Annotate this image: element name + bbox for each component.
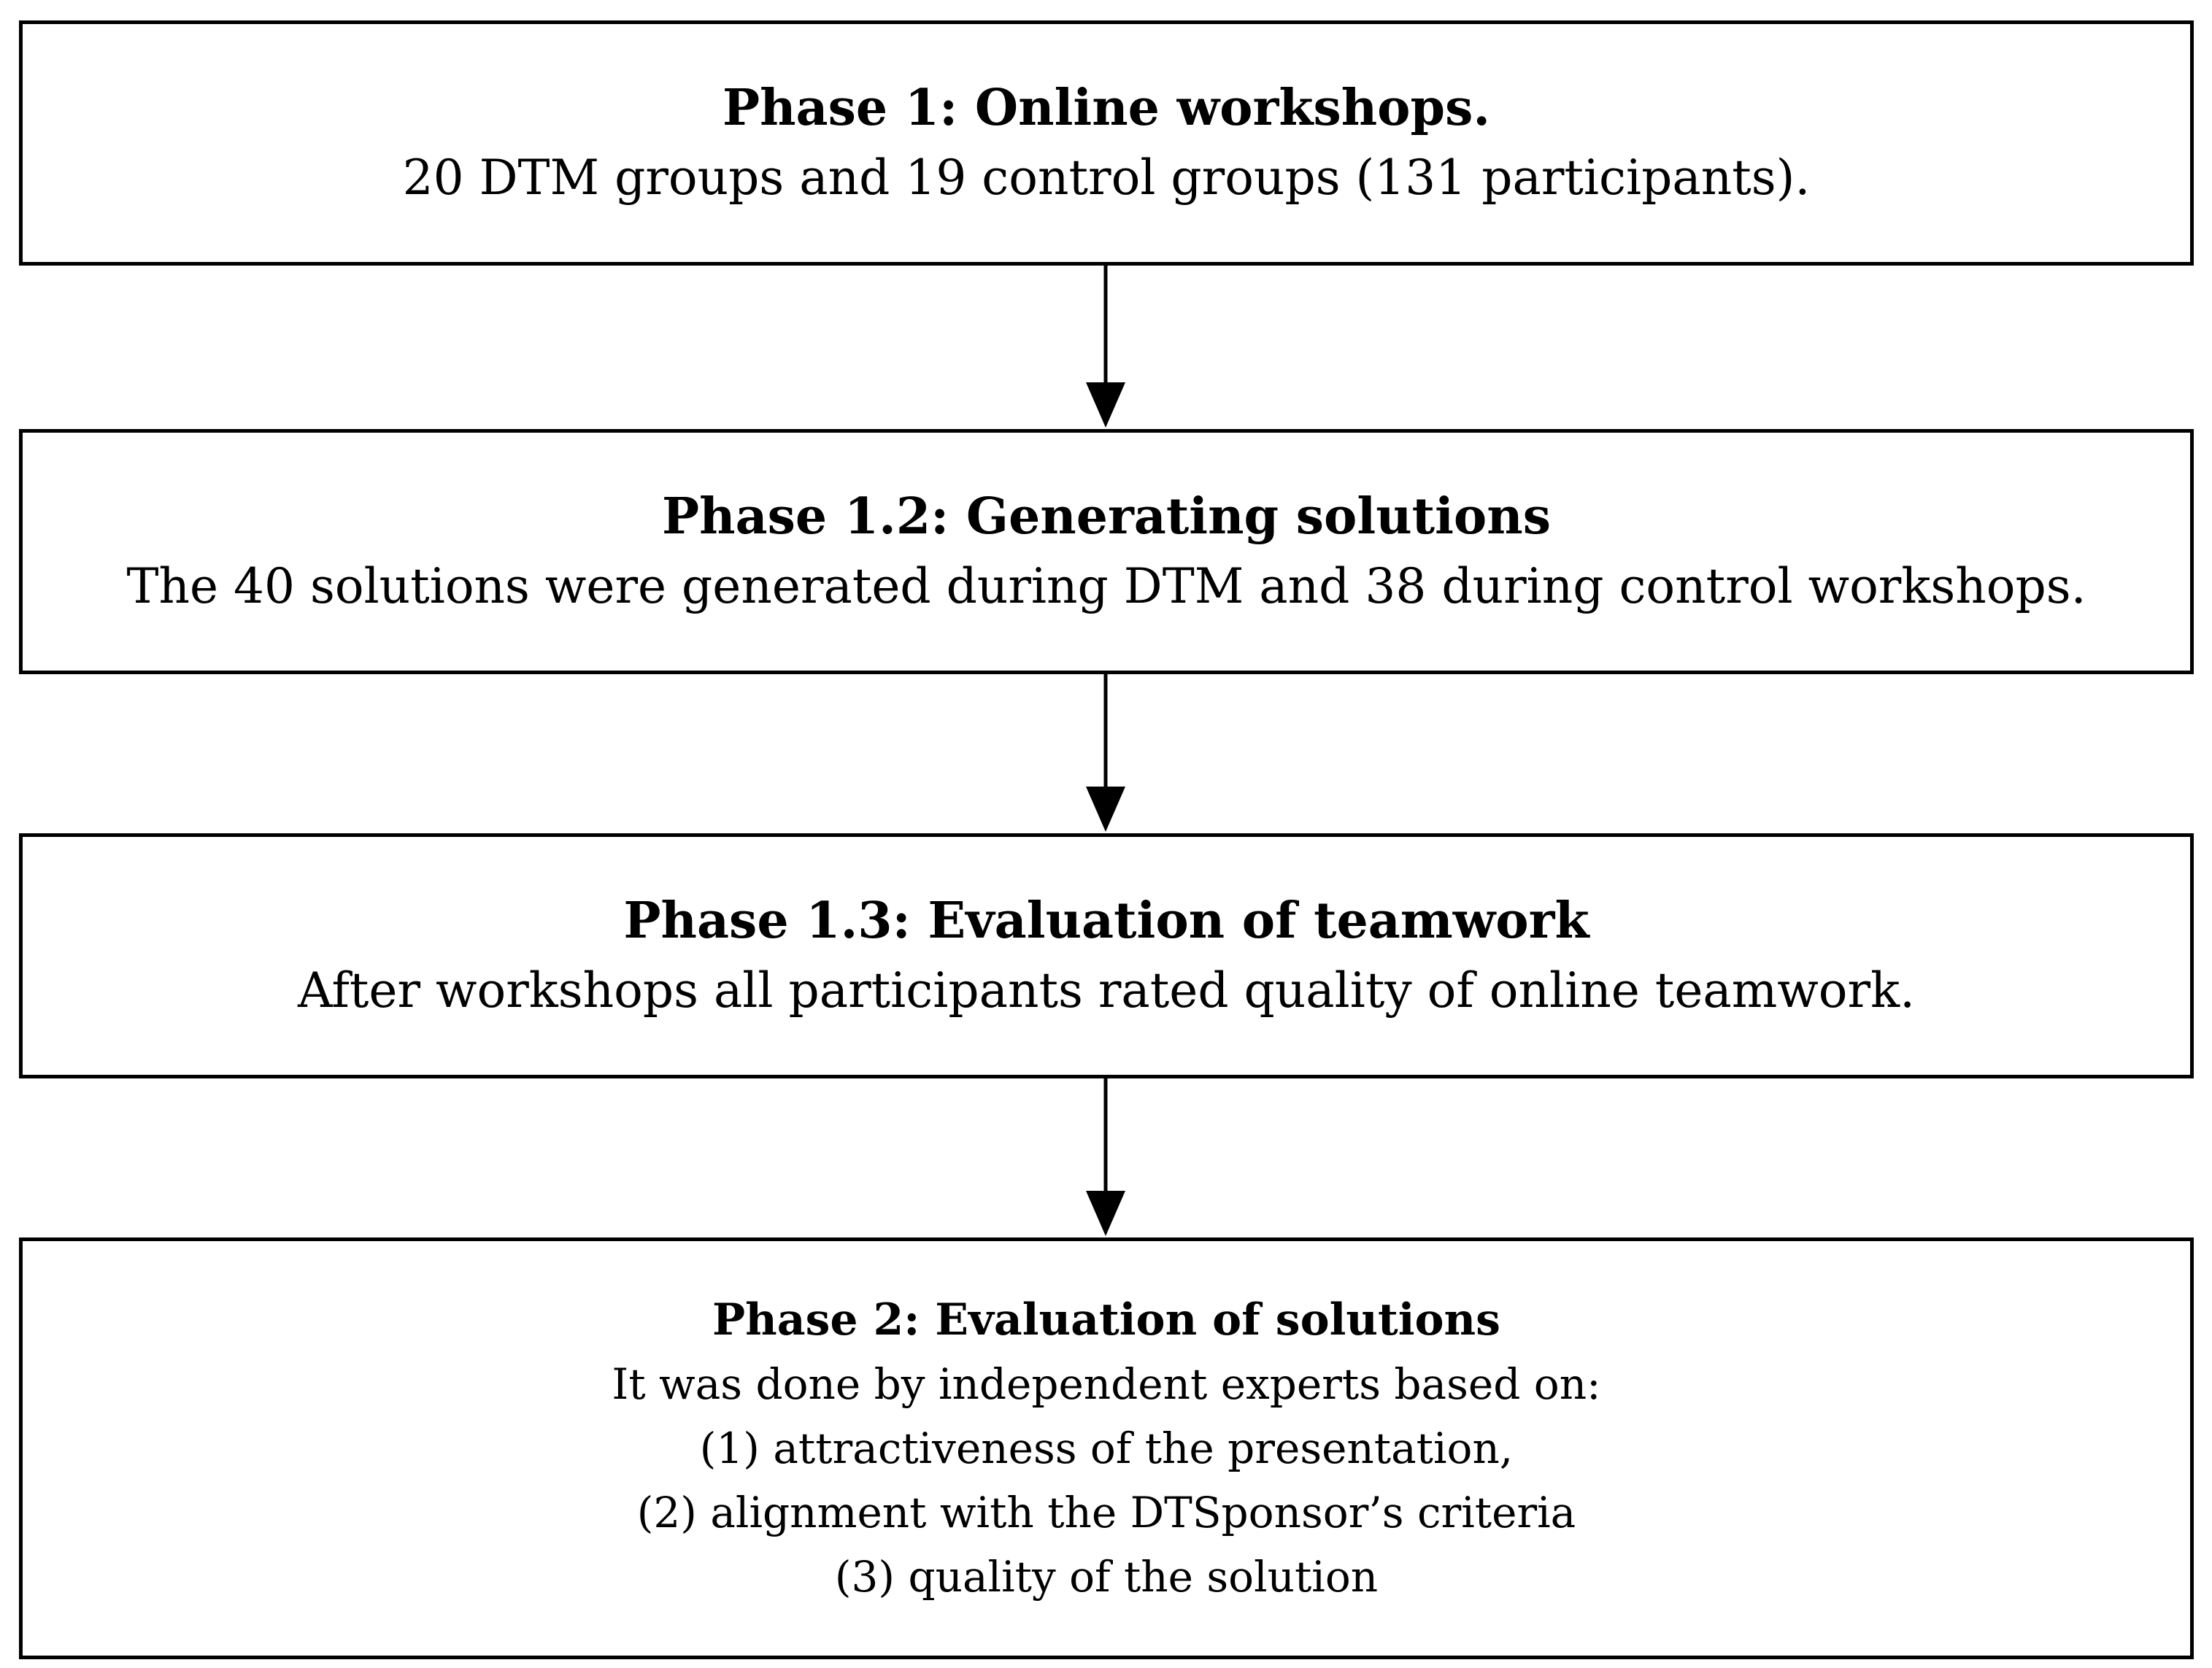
arrow-phase-1-2-to-1-3 <box>1080 674 1131 833</box>
phase-1-2-description: The 40 solutions were generated during DTM and 38 during control workshops. <box>126 558 2086 614</box>
phase-1-3-description: After workshops all participants rated quality of online teamwork. <box>297 962 1916 1019</box>
phase-1-2-title: Phase 1.2: Generating solutions <box>662 487 1551 546</box>
phase-2-line-1: It was done by independent experts based on: <box>612 1359 1601 1409</box>
phase-2-line-3: (2) alignment with the DTSponsor’s criteria <box>636 1488 1576 1537</box>
phase-2-title: Phase 2: Evaluation of solutions <box>712 1294 1500 1345</box>
phase-1-3-box <box>19 833 2194 1078</box>
phase-2-line-4: (3) quality of the solution <box>834 1552 1379 1602</box>
phase-1-box <box>19 20 2194 266</box>
phase-1-description: 20 DTM groups and 19 control groups (131 participants). <box>402 150 1811 206</box>
arrow-phase-1-3-to-2 <box>1080 1078 1131 1238</box>
phase-1-2-box <box>19 429 2194 674</box>
arrow-phase-1-to-1-2 <box>1080 266 1131 429</box>
phase-1-3-title: Phase 1.3: Evaluation of teamwork <box>623 892 1589 950</box>
phase-2-box <box>19 1238 2194 1659</box>
phase-1-title: Phase 1: Online workshops. <box>722 79 1491 137</box>
phase-2-line-2: (1) attractiveness of the presentation, <box>699 1424 1514 1473</box>
